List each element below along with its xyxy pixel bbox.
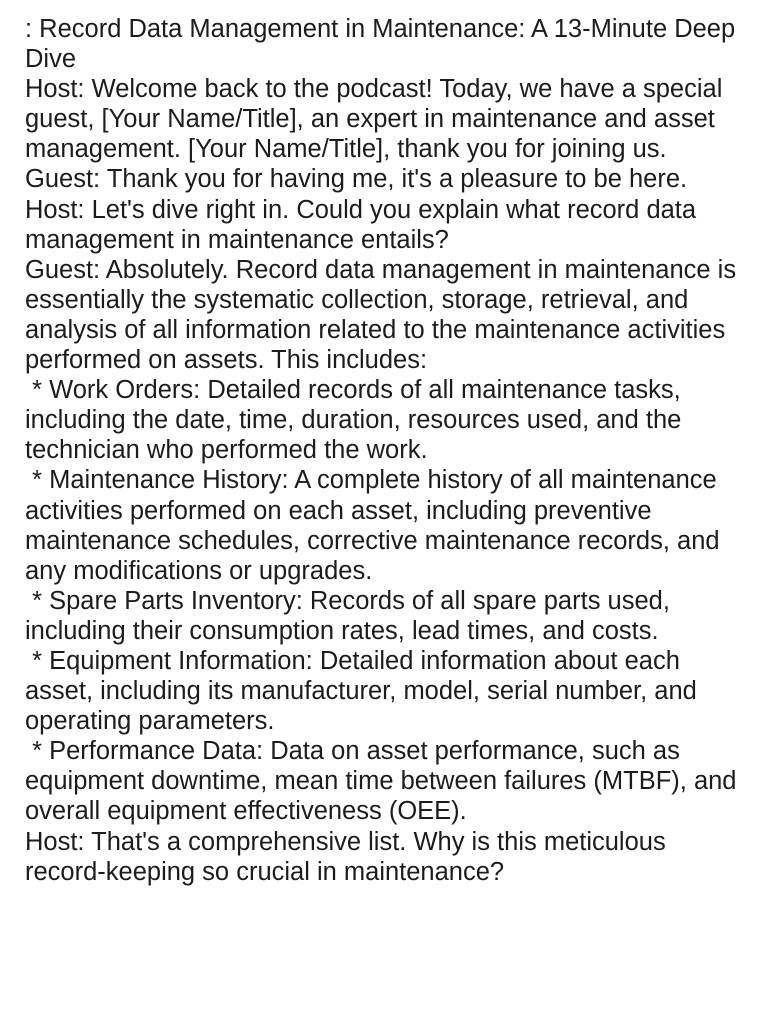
host-question-line: Host: Let's dive right in. Could you explain what record data management in maintenance entails? [25,195,704,254]
bullet-spare-parts-inventory: * Spare Parts Inventory: Records of all spare parts used, including their consumption rates, lead times, and costs. [25,586,677,645]
guest-thanks-line: Guest: Thank you for having me, it's a pleasure to be here. [25,165,688,194]
bullet-work-orders: * Work Orders: Detailed records of all maintenance tasks, including the date, time, duration, resources used, and the technician who performed the work. [25,376,689,465]
document-title: : Record Data Management in Maintenance: A 13-Minute Deep Dive [25,15,743,74]
bullet-performance-data: * Performance Data: Data on asset performance, such as equipment downtime, mean time between failures (MTBF), and overall equipment effectiveness (OEE). [25,737,744,826]
bullet-equipment-information: * Equipment Information: Detailed information about each asset, including its manufacturer, model, serial number, and operating parameters. [25,646,704,736]
guest-answer-line: Guest: Absolutely. Record data management in maintenance is essentially the systematic collection, storage, retrieval, and analysis of all information related to the maintenance activities performed on assets. This includes: [25,255,744,375]
host-closing-question: Host: That's a comprehensive list. Why is this meticulous record-keeping so crucial in maintenance? [25,827,673,886]
host-intro-line: Host: Welcome back to the podcast! Today, we have a special guest, [Your Name/Title], an expert in maintenance and asset management. [Your Name/Title], thank you for joining us. [25,75,730,164]
bullet-maintenance-history: * Maintenance History: A complete history of all maintenance activities performed on each asset, including preventive maintenance schedules, corrective maintenance records, and any modifications or upgrades. [25,466,727,585]
transcript-document [25,14,750,887]
